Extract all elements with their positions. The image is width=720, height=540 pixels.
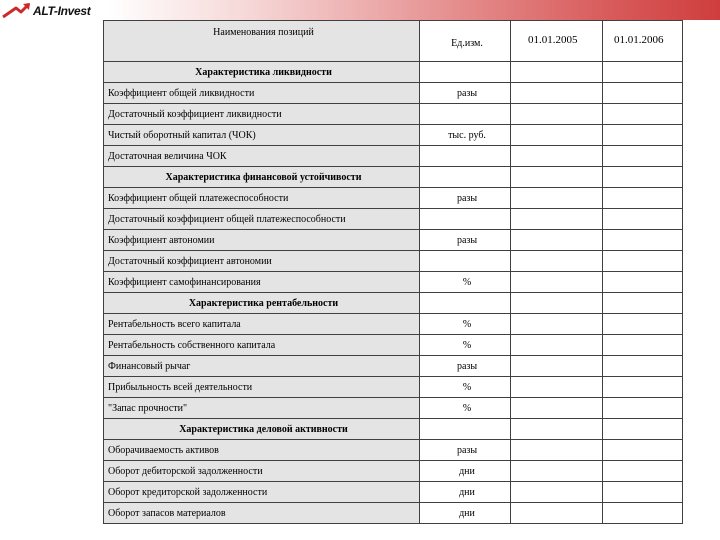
section-header-row — [104, 167, 683, 188]
table-row — [104, 377, 683, 398]
row-unit-cell: разы — [420, 230, 511, 251]
header-name-cell: Наименования позиций — [104, 21, 420, 62]
value-2005-cell — [511, 335, 603, 356]
table-row — [104, 188, 683, 209]
logo-text: ALT-Invest — [33, 4, 91, 18]
table-row — [104, 482, 683, 503]
row-label-cell: Характеристика ликвидности — [104, 62, 420, 83]
value-2005-cell — [511, 356, 603, 377]
row-label-cell: Достаточный коэффициент ликвидности — [104, 104, 420, 125]
value-2006-cell — [603, 335, 683, 356]
table-row — [104, 335, 683, 356]
table-row — [104, 398, 683, 419]
table-row — [104, 314, 683, 335]
value-2005-cell — [511, 167, 603, 188]
row-unit-cell: разы — [420, 188, 511, 209]
financial-indicators-table — [103, 20, 683, 524]
section-header-row — [104, 62, 683, 83]
header-unit-cell: Ед.изм. — [420, 21, 511, 62]
row-label-cell: Оборот кредиторской задолженности — [104, 482, 420, 503]
row-label-cell: Чистый оборотный капитал (ЧОК) — [104, 125, 420, 146]
value-2005-cell — [511, 503, 603, 524]
table-row — [104, 272, 683, 293]
value-2005-cell — [511, 104, 603, 125]
table-row — [104, 503, 683, 524]
table-row — [104, 104, 683, 125]
value-2005-cell — [511, 398, 603, 419]
row-unit-cell: % — [420, 377, 511, 398]
value-2006-cell — [603, 230, 683, 251]
row-label-cell: Достаточный коэффициент общей платежеспособности — [104, 209, 420, 230]
row-label-cell: Рентабельность собственного капитала — [104, 335, 420, 356]
row-label-cell: Достаточная величина ЧОК — [104, 146, 420, 167]
row-unit-cell — [420, 104, 511, 125]
value-2005-cell — [511, 230, 603, 251]
value-2005-cell — [511, 209, 603, 230]
value-2005-cell — [511, 482, 603, 503]
value-2006-cell — [603, 356, 683, 377]
value-2005-cell — [511, 188, 603, 209]
row-label-cell: Характеристика деловой активности — [104, 419, 420, 440]
alt-invest-logo — [2, 1, 90, 21]
value-2006-cell — [603, 314, 683, 335]
value-2006-cell — [603, 503, 683, 524]
row-label-cell: Рентабельность всего капитала — [104, 314, 420, 335]
value-2006-cell — [603, 440, 683, 461]
row-unit-cell: дни — [420, 503, 511, 524]
row-unit-cell — [420, 209, 511, 230]
value-2006-cell — [603, 272, 683, 293]
value-2006-cell — [603, 83, 683, 104]
row-label-cell: "Запас прочности" — [104, 398, 420, 419]
value-2005-cell — [511, 419, 603, 440]
value-2006-cell — [603, 167, 683, 188]
row-label-cell: Достаточный коэффициент автономии — [104, 251, 420, 272]
row-label-cell: Оборот запасов материалов — [104, 503, 420, 524]
arrow-logo-icon — [2, 2, 32, 20]
value-2006-cell — [603, 482, 683, 503]
value-2005-cell — [511, 377, 603, 398]
row-unit-cell: % — [420, 272, 511, 293]
value-2005-cell — [511, 146, 603, 167]
value-2006-cell — [603, 104, 683, 125]
row-unit-cell — [420, 293, 511, 314]
value-2006-cell — [603, 146, 683, 167]
date-column-1: 01.01.2005 — [528, 34, 578, 46]
date-column-2: 01.01.2006 — [614, 34, 664, 46]
row-label-cell: Коэффициент самофинансирования — [104, 272, 420, 293]
table-row — [104, 83, 683, 104]
value-2005-cell — [511, 440, 603, 461]
row-unit-cell: тыс. руб. — [420, 125, 511, 146]
table-row — [104, 251, 683, 272]
table-header-row — [104, 21, 683, 62]
row-unit-cell: % — [420, 314, 511, 335]
table-row — [104, 356, 683, 377]
row-label-cell: Прибыльность всей деятельности — [104, 377, 420, 398]
row-label-cell: Коэффициент автономии — [104, 230, 420, 251]
value-2005-cell — [511, 293, 603, 314]
row-label-cell: Финансовый рычаг — [104, 356, 420, 377]
table-row — [104, 125, 683, 146]
row-label-cell: Коэффициент общей ликвидности — [104, 83, 420, 104]
value-2006-cell — [603, 125, 683, 146]
row-label-cell: Оборачиваемость активов — [104, 440, 420, 461]
value-2006-cell — [603, 398, 683, 419]
header-date1-cell — [511, 21, 603, 62]
value-2005-cell — [511, 251, 603, 272]
row-unit-cell — [420, 146, 511, 167]
value-2006-cell — [603, 461, 683, 482]
row-unit-cell: % — [420, 398, 511, 419]
value-2005-cell — [511, 83, 603, 104]
section-header-row — [104, 293, 683, 314]
value-2006-cell — [603, 251, 683, 272]
row-unit-cell: разы — [420, 440, 511, 461]
section-header-row — [104, 419, 683, 440]
table-row — [104, 230, 683, 251]
row-unit-cell: разы — [420, 356, 511, 377]
row-label-cell: Коэффициент общей платежеспособности — [104, 188, 420, 209]
row-unit-cell — [420, 251, 511, 272]
value-2006-cell — [603, 293, 683, 314]
value-2006-cell — [603, 377, 683, 398]
row-label-cell: Характеристика рентабельности — [104, 293, 420, 314]
value-2006-cell — [603, 188, 683, 209]
row-unit-cell: дни — [420, 461, 511, 482]
row-unit-cell — [420, 62, 511, 83]
row-unit-cell: дни — [420, 482, 511, 503]
value-2005-cell — [511, 62, 603, 83]
table-row — [104, 461, 683, 482]
table-row — [104, 146, 683, 167]
value-2005-cell — [511, 125, 603, 146]
table-row — [104, 209, 683, 230]
value-2006-cell — [603, 62, 683, 83]
value-2005-cell — [511, 314, 603, 335]
value-2005-cell — [511, 461, 603, 482]
row-unit-cell: % — [420, 335, 511, 356]
header-gradient-bar — [0, 0, 720, 20]
row-unit-cell — [420, 419, 511, 440]
row-label-cell: Оборот дебиторской задолженности — [104, 461, 420, 482]
row-label-cell: Характеристика финансовой устойчивости — [104, 167, 420, 188]
table-row — [104, 440, 683, 461]
value-2006-cell — [603, 419, 683, 440]
value-2006-cell — [603, 209, 683, 230]
value-2005-cell — [511, 272, 603, 293]
row-unit-cell: разы — [420, 83, 511, 104]
row-unit-cell — [420, 167, 511, 188]
header-date2-cell — [603, 21, 683, 62]
